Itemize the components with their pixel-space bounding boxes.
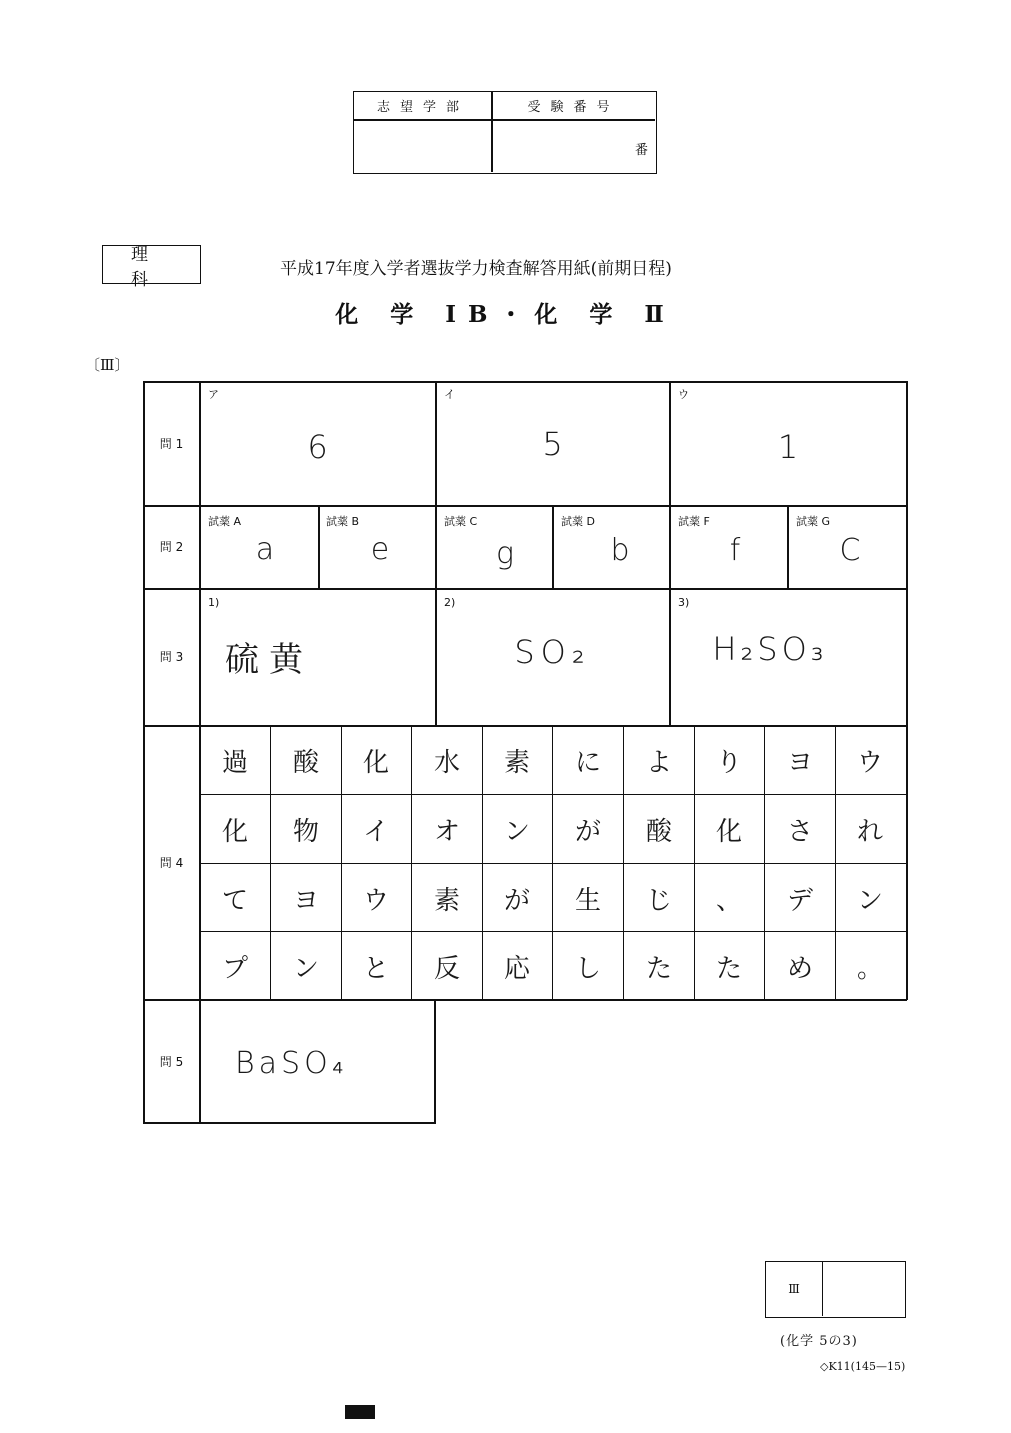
q1-sub-label: イ: [444, 388, 455, 401]
q4-char: 化: [362, 747, 389, 778]
q3-sub-label: 1): [208, 596, 220, 609]
q2-answer: f: [729, 533, 741, 568]
q4-char: 反: [433, 953, 460, 984]
q4-char: 過: [221, 747, 248, 778]
q4-char: ヨ: [786, 747, 813, 778]
q4-char: オ: [433, 816, 460, 847]
q4-char: に: [574, 747, 601, 778]
q4-char: 応: [503, 953, 530, 984]
q4-char: 酸: [645, 816, 672, 847]
q4-char: 素: [503, 747, 530, 778]
q4-char: ウ: [856, 747, 883, 778]
q1-answer-i: 5: [542, 425, 563, 463]
page-indicator: (化学 5の3): [780, 1334, 858, 1349]
q4-char: 化: [221, 816, 248, 847]
q1-answer-u: 1: [777, 428, 799, 466]
q4-char: 化: [715, 816, 742, 847]
sheet-title: 平成17年度入学者選抜学力検査解答用紙(前期日程): [280, 259, 672, 279]
exam-number-suffix: 番: [634, 143, 648, 158]
form-code: ◇K11(145—15): [820, 1360, 906, 1373]
q4-char: と: [362, 953, 389, 984]
q4-char: が: [574, 816, 601, 847]
q4-char: プ: [221, 953, 248, 984]
q4-char: デ: [786, 885, 813, 916]
q4-char: が: [503, 885, 530, 916]
q3-sub-label: 3): [678, 596, 690, 609]
q4-char: よ: [645, 747, 672, 778]
q4-char: て: [221, 885, 248, 916]
q4-char: れ: [856, 816, 883, 847]
q2-sub-label: 試薬 A: [208, 515, 242, 528]
q4-char: 物: [292, 816, 319, 847]
q4-char: し: [574, 953, 601, 984]
registration-mark: [345, 1405, 375, 1419]
q4-char: 水: [433, 747, 460, 778]
exam-number-label: 受験番号: [527, 100, 620, 115]
q5-answer: BaSO₄: [235, 1046, 348, 1081]
q1-label: 問 1: [159, 436, 184, 451]
q2-answer: C: [839, 533, 861, 568]
q4-char: 、: [715, 885, 742, 916]
q2-sub-label: 試薬 D: [561, 515, 595, 528]
q4-char: イ: [362, 816, 389, 847]
main-title: 化 学 IB・化 学 Ⅱ: [335, 301, 676, 328]
q3-answer-2: SO₂: [514, 633, 591, 671]
q4-char: り: [715, 747, 742, 778]
q4-char: 酸: [292, 747, 319, 778]
q2-sub-label: 試薬 G: [796, 515, 831, 528]
subject-box: 理科: [102, 245, 201, 284]
q3-sub-label: 2): [444, 596, 456, 609]
q4-char: じ: [645, 885, 672, 916]
q1-sub-label: ウ: [678, 388, 689, 401]
q1-answer-a: 6: [307, 428, 328, 466]
q2-sub-label: 試薬 F: [678, 515, 710, 528]
q5-label: 問 5: [159, 1054, 184, 1069]
q4-char: 素: [433, 885, 460, 916]
q2-sub-label: 試薬 C: [444, 515, 478, 528]
q3-answer-1: 硫黄: [225, 640, 313, 680]
q2-answer: a: [255, 532, 275, 567]
q2-label: 問 2: [159, 540, 184, 554]
q4-char: ン: [856, 885, 883, 916]
q4-char: ヨ: [292, 885, 319, 916]
q4-label: 問 4: [159, 855, 184, 870]
q4-char: 生: [574, 885, 601, 916]
q3-label: 問 3: [159, 650, 184, 664]
q4-char: ン: [503, 816, 530, 847]
q4-char: め: [786, 953, 813, 984]
score-box: [765, 1261, 906, 1318]
q4-char: さ: [786, 816, 813, 847]
q2-answer: g: [495, 536, 514, 571]
q2-sub-label: 試薬 B: [326, 515, 360, 528]
section-label: 〔Ⅲ〕: [85, 356, 130, 374]
q3-answer-3: H₂SO₃: [712, 630, 828, 668]
score-section-label: Ⅲ: [766, 1262, 823, 1316]
q4-char: た: [715, 953, 742, 984]
q2-answer: b: [610, 533, 630, 568]
q2-answer: e: [370, 532, 390, 567]
applicant-info-box: [353, 91, 657, 174]
faculty-label: 志望学部: [376, 100, 469, 115]
q1-sub-label: ア: [208, 388, 219, 401]
q4-char: 。: [856, 953, 883, 984]
q4-char: ン: [292, 953, 319, 984]
q4-char: た: [645, 953, 672, 984]
q4-char: ウ: [362, 885, 389, 916]
